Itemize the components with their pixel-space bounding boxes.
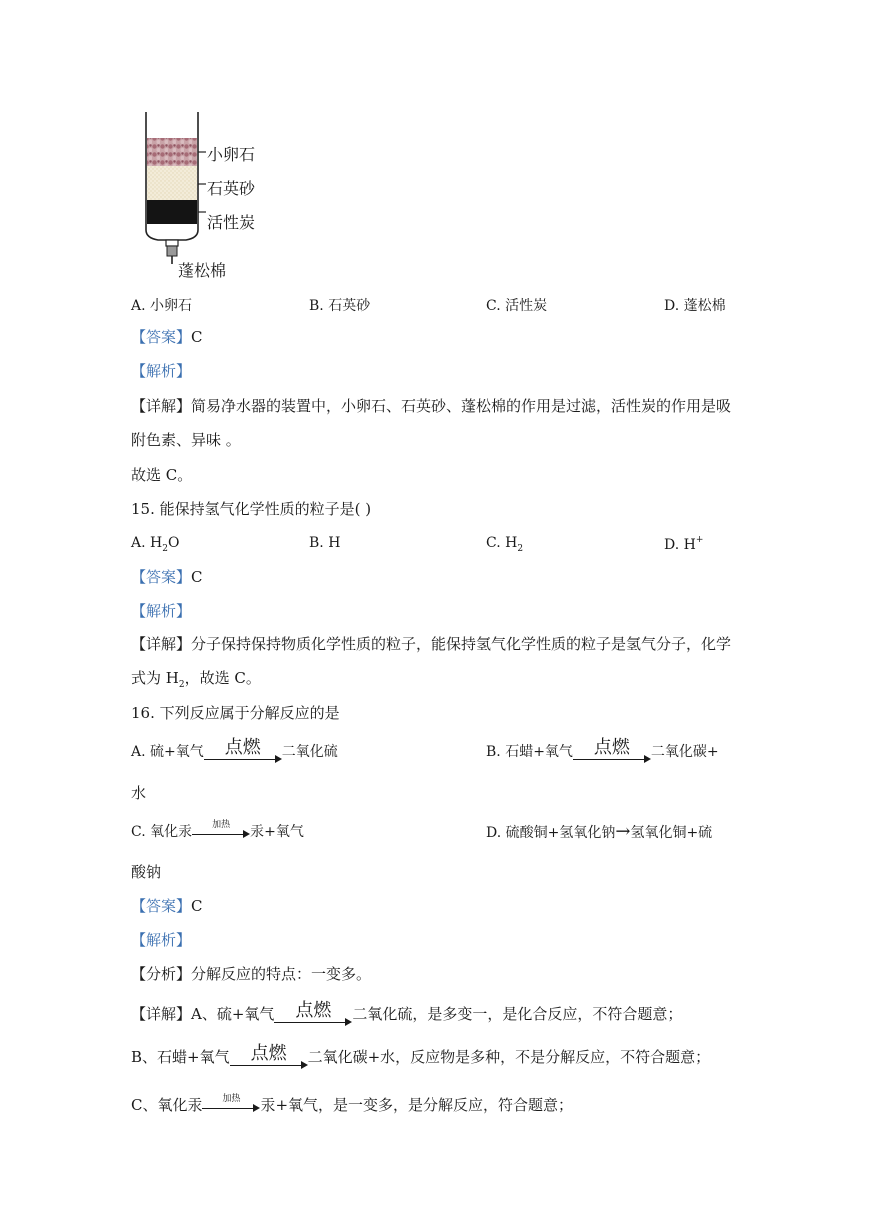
answer-value: C bbox=[191, 568, 203, 586]
ignite-arrow: 点燃 bbox=[573, 738, 651, 766]
q15-option-b: B. H bbox=[309, 535, 341, 551]
ignite-arrow: 点燃 bbox=[274, 1001, 352, 1029]
q16-detail-b: B、石蜡+氧气 点燃 二氧化碳+水，反应物是多种，不是分解反应，不符合题意； bbox=[131, 1043, 710, 1072]
q16-detail-a: 【详解】A、硫+氧气 点燃 二氧化硫，是多变一，是化合反应，不符合题意； bbox=[131, 1000, 682, 1029]
q15-option-d: D. H+ bbox=[664, 535, 704, 553]
q14-detail-line1: 【详解】简易净水器的装置中，小卵石、石英砂、蓬松棉的作用是过滤，活性炭的作用是吸 bbox=[131, 397, 732, 415]
water-purifier-figure bbox=[136, 112, 216, 272]
ignite-arrow: 点燃 bbox=[204, 738, 282, 766]
activated-carbon-layer bbox=[147, 200, 197, 224]
q16-question: 16. 下列反应属于分解反应的是 bbox=[131, 704, 340, 722]
pebble-layer bbox=[147, 138, 197, 166]
q14-option-b: B. 石英砂 bbox=[309, 298, 371, 314]
q14-answer bbox=[131, 327, 203, 347]
q16-option-c: C. 氧化汞 加热 汞+氧气 bbox=[131, 820, 304, 840]
q16-summary: 【分析】分解反应的特点：一变多。 bbox=[131, 965, 372, 983]
answer-tag: 【答案】 bbox=[131, 897, 192, 915]
figure-label-pebbles: 小卵石 bbox=[207, 145, 256, 164]
q15-question: 15. 能保持氢气化学性质的粒子是( ) bbox=[131, 500, 372, 518]
figure-label-cotton: 蓬松棉 bbox=[178, 261, 227, 280]
q15-option-a: A. $H_2O$ bbox=[131, 535, 180, 554]
q14-option-a: A. 小卵石 bbox=[131, 298, 193, 314]
detail-tag: 【详解】 bbox=[131, 1005, 192, 1023]
figure-label-activated-carbon: 活性炭 bbox=[207, 213, 256, 232]
q14-analysis-tag: 【解析】 bbox=[131, 362, 192, 380]
q14-option-d: D. 蓬松棉 bbox=[664, 298, 726, 314]
figure-label-quartz-sand: 石英砂 bbox=[207, 179, 256, 198]
ignite-arrow: 点燃 bbox=[230, 1044, 308, 1072]
q16-option-a: A. 硫+氧气 点燃 二氧化硫 bbox=[131, 738, 338, 766]
detail-tag: 【详解】 bbox=[131, 635, 192, 653]
q14-option-c: C. 活性炭 bbox=[486, 298, 548, 314]
q16-option-b: B. 石蜡+氧气 点燃 二氧化碳+ bbox=[486, 738, 719, 766]
heat-arrow: 加热 bbox=[192, 822, 250, 842]
reaction-arrow: → bbox=[615, 821, 631, 842]
q16-detail-c: C、氧化汞 加热 汞+氧气，是一变多，是分解反应，符合题意； bbox=[131, 1094, 574, 1114]
answer-tag: 【答案】 bbox=[131, 328, 192, 346]
quartz-sand-layer bbox=[147, 166, 197, 200]
answer-value: C bbox=[191, 328, 203, 346]
q16-option-b-wrap: 水 bbox=[131, 784, 147, 802]
detail-tag: 【详解】 bbox=[131, 397, 192, 415]
answer-value: C bbox=[191, 897, 203, 915]
q15-detail-line1: 【详解】分子保持保持物质化学性质的粒子，能保持氢气化学性质的粒子是氢气分子，化学 bbox=[131, 635, 732, 653]
q15-answer bbox=[131, 567, 203, 587]
q15-option-c: C. $H_2$ bbox=[486, 535, 524, 554]
q16-option-d: D. 硫酸铜+氢氧化钠→氢氧化铜+硫 bbox=[486, 821, 713, 842]
q14-detail-line2: 附色素、异味 。 bbox=[131, 431, 241, 449]
q15-analysis-tag: 【解析】 bbox=[131, 602, 192, 620]
q16-answer bbox=[131, 896, 203, 916]
answer-tag: 【答案】 bbox=[131, 568, 192, 586]
q16-analysis-tag: 【解析】 bbox=[131, 931, 192, 949]
heat-arrow: 加热 bbox=[202, 1096, 260, 1116]
q14-conclusion: 故选 C。 bbox=[131, 466, 193, 484]
q15-detail-line2: 式为 $H_2$，故选 C。 bbox=[131, 669, 261, 690]
q16-option-d-wrap: 酸钠 bbox=[131, 863, 162, 881]
